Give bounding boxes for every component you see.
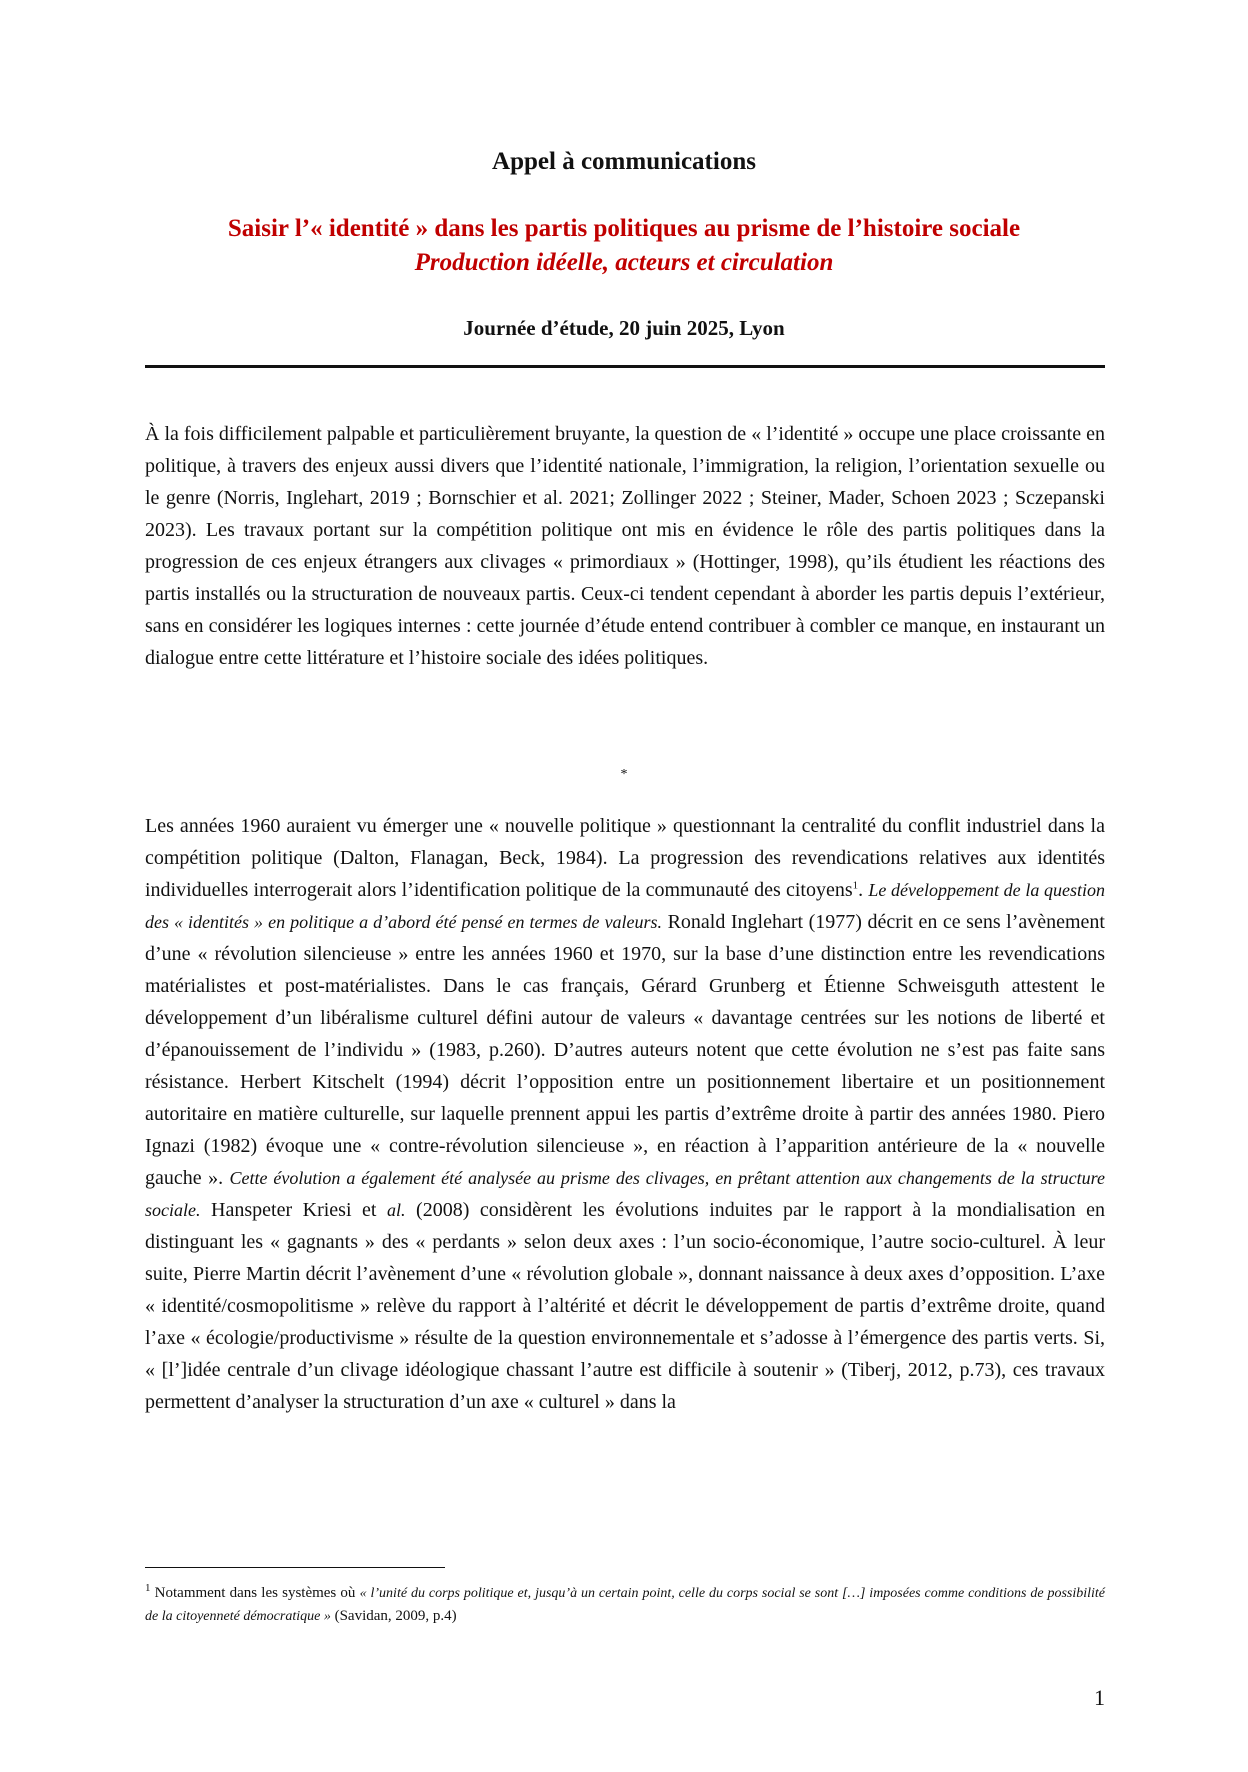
body-text: Ronald Inglehart (1977) décrit en ce sens l’avènement d’une « révolution silencieuse » entre les années 1960 et 1970, sur la base d’une distinction entre les revendications matérialistes et post-matérialistes. Dans le cas français, Gérard Grunberg et Étienne Schweisguth attestent le développement d’un libéralisme culturel défini autour de valeurs « davantage centrées sur les notions de liberté et d’épanouissement de l’individu » (1983, p.260). D’autres auteurs notent que cette évolution ne s’est pas faite sans résistance. Herbert Kitschelt (1994) décrit l’opposition entre un positionnement libertaire et un positionnement autoritaire en matière culturelle, sur laquelle prennent appui les partis d’extrême droite à partir des années 1980. Piero Ignazi (1982) évoque une « contre-révolution silencieuse », en réaction à l’apparition antérieure de la « nouvelle gauche ». (145, 911, 1105, 1189)
emphasis-text: al. (387, 1200, 406, 1220)
footnote-quote: « l’unité du corps politique et, jusqu’à un certain point, celle du corps social se sont […] imposées comme conditions de possibilité de la citoyenneté démocratique » (145, 1586, 1106, 1624)
body-text: (2008) considèrent les évolutions induites par le rapport à la mondialisation en distinguant les « gagnants » des « perdants » selon deux axes : l’un socio-économique, l’autre socio-culturel. À leur suite, Pierre Martin décrit l’avènement d’une « révolution globale », donnant naissance à deux axes d’opposition. L’axe « identité/cosmopolitisme » relève du rapport à l’altérité et décrit le développement de partis d’extrême droite, quand l’axe « écologie/productivisme » résulte de la question environnementale et s’adosse à l’émergence des partis verts. Si, « [l’]idée centrale d’un clivage idéologique chassant l’autre est difficile à soutenir » (Tiberj, 2012, p.73), ces travaux permettent d’analyser la structuration d’un axe « culturel » dans la (145, 1199, 1105, 1413)
intro-paragraph: À la fois difficilement palpable et particulièrement bruyante, la question de « l’identité » occupe une place croissante en politique, à travers des enjeux aussi divers que l’identité nationale, l’immigration, la religion, l’orientation sexuelle ou le genre (Norris, Inglehart, 2019 ; Bornschier et al. 2021; Zollinger 2022 ; Steiner, Mader, Schoen 2023 ; Sczepanski 2023). Les travaux portant sur la compétition politique ont mis en évidence le rôle des partis politiques dans la progression de ces enjeux étrangers aux clivages « primordiaux » (Hottinger, 1998), qu’ils étudient les réactions des partis installés ou la structuration de nouveaux partis. Ceux-ci tendent cependant à aborder les partis depuis l’extérieur, sans en considérer les logiques internes : cette journée d’étude entend contribuer à combler ce manque, en instaurant un dialogue entre cette littérature et l’histoire sociale des idées politiques. (145, 423, 1105, 669)
page-number: 1 (1094, 1685, 1105, 1710)
footnote-text: Notamment dans les systèmes où (150, 1585, 360, 1601)
body-text: Hanspeter Kriesi et (200, 1199, 387, 1221)
footnote-divider (145, 1567, 445, 1568)
footnote-number: 1 (145, 1582, 151, 1594)
body-text: . (858, 879, 869, 901)
footnote (145, 1582, 1105, 1628)
event-details: Journée d’étude, 20 juin 2025, Lyon (463, 316, 785, 340)
document-subtitle: Production idéelle, acteurs et circulation (414, 249, 834, 276)
footnote-citation: (Savidan, 2009, p.4) (330, 1608, 457, 1624)
body-paragraph (145, 810, 1105, 1418)
call-heading: Appel à communications (492, 148, 756, 175)
body-text: Les années 1960 auraient vu émerger une « nouvelle politique » questionnant la centralité du conflit industriel dans la compétition politique (Dalton, Flanagan, Beck, 1984). La progression des revendications relatives aux identités individuelles interrogerait alors l’identification politique de la communauté des citoyens (145, 815, 1105, 901)
document-title: Saisir l’« identité » dans les partis politiques au prisme de l’histoire sociale (227, 215, 1021, 242)
emphasis-text: Cette évolution a également été analysée au prisme des clivages, en prêtant attention aux changements de la structure sociale. (145, 1168, 1105, 1220)
emphasis-text: Le développement de la question des « identités » en politique a d’abord été pensé en termes de valeurs. (145, 880, 1106, 932)
footnote-reference[interactable]: 1 (852, 879, 859, 892)
section-separator: * (620, 767, 628, 782)
header-divider (145, 365, 1105, 368)
